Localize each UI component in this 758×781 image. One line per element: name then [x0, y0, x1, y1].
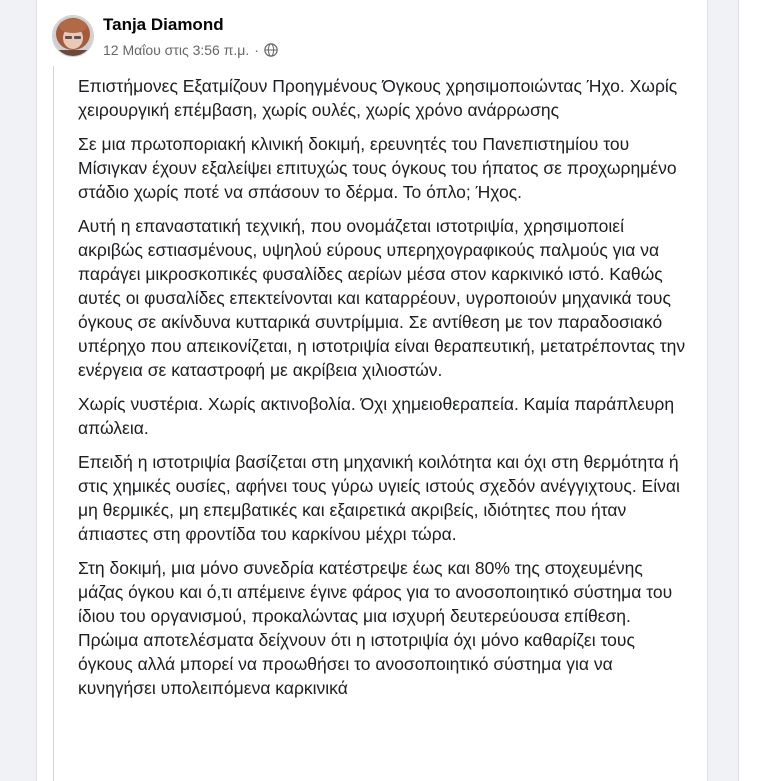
author-name[interactable]: Tanja Diamond	[103, 15, 224, 34]
post-timestamp[interactable]: 12 Μαΐου στις 3:56 π.μ.	[103, 42, 250, 58]
post-paragraph: Στη δοκιμή, μια μόνο συνεδρία κατέστρεψε έως και 80% της στοχευμένης μάζας όγκου και ό,τι απέμεινε έγινε φάρος για το ανοσοποιητικό σύστημα του ίδιου του οργανισμού, προκαλώντας μια ισχυρή δευτερεύουσα επίθεση. Πρώιμα αποτελέσματα δείχνουν ότι η ιστοτριψία όχι μόνο καθαρίζει τους όγκους αλλά μπορεί να προωθήσει το ανοσοποιητικό σύστημα για να κυνηγήσει υπολειπόμενα καρκινικά	[78, 558, 673, 698]
post-paragraph: Επειδή η ιστοτριψία βασίζεται στη μηχανική κοιλότητα και όχι στη θερμότητα ή στις χημικές ουσίες, αφήνει τους γύρω υγιείς ιστούς σχεδόν ανέγγιχτους. Είναι μη θερμικές, μη επεμβατικές και εξαιρετικά ακριβείς, ιδιότητες που ήταν άπιαστες στη φροντίδα του καρκίνου μέχρι τώρα.	[78, 452, 680, 544]
post-paragraph: Επιστήμονες Εξατμίζουν Προηγμένους Όγκους χρησιμοποιώντας Ήχο. Χωρίς χειρουργική επέμβαση, χωρίς ουλές, χωρίς χρόνο ανάρρωσης	[78, 76, 678, 120]
post-paragraph: Αυτή η επαναστατική τεχνική, που ονομάζεται ιστοτριψία, χρησιμοποιεί ακριβώς εστιασμένους, υψηλού εύρους υπερηχογραφικούς παλμούς για να παράγει μικροσκοπικές φυσαλίδες αερίων μέσα στον καρκινικό ιστό. Καθώς αυτές οι φυσαλίδες επεκτείνονται και καταρρέουν, υγροποιούν μηχανικά τους όγκους σε ακίνδυνα κυτταρικά συντρίμμια. Σε αντίθεση με τον παραδοσιακό υπέρηχο που απεικονίζεται, η ιστοτριψία είναι θεραπευτική, μετατρέποντας την ενέργεια σε καταστροφή με ακρίβεια χιλιοστών.	[78, 216, 686, 380]
right-panel-edge	[738, 0, 758, 781]
meta-separator: ·	[254, 42, 259, 58]
post-meta	[103, 42, 278, 58]
post-paragraph: Σε μια πρωτοποριακή κλινική δοκιμή, ερευνητές του Πανεπιστημίου του Μίσιγκαν έχουν εξαλείψει επιτυχώς τους όγκους του ήπατος σε προχωρημένο στάδιο χωρίς ποτέ να σπάσουν το δέρμα. Το όπλο; Ήχος.	[78, 134, 677, 202]
post-body	[53, 66, 694, 781]
post-card	[36, 0, 708, 781]
avatar[interactable]	[52, 15, 94, 57]
globe-icon	[264, 43, 278, 57]
post-paragraph: Χωρίς νυστέρια. Χωρίς ακτινοβολία. Όχι χημειοθεραπεία. Καμία παράπλευρη απώλεια.	[78, 394, 675, 438]
post-text	[78, 74, 688, 710]
